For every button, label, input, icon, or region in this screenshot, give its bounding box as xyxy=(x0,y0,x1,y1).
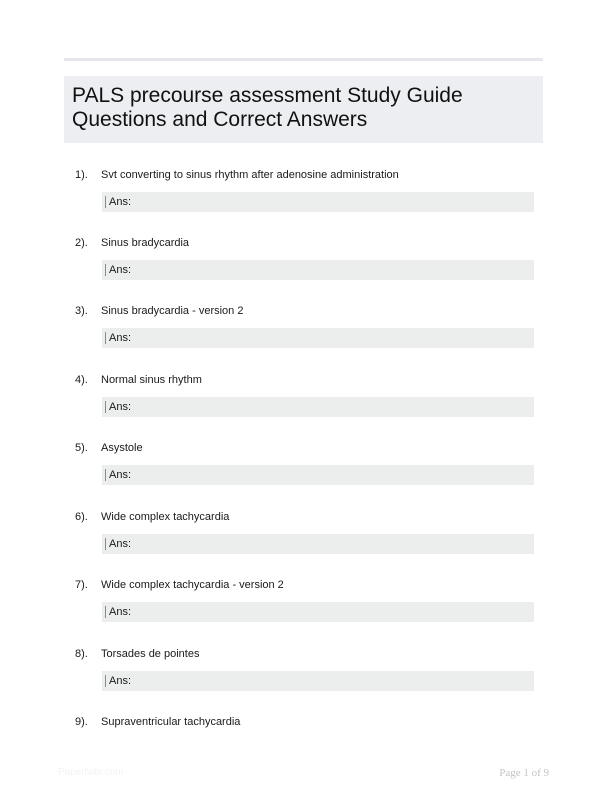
answer-label: Ans: xyxy=(109,606,132,618)
question-text: Sinus bradycardia xyxy=(101,237,190,249)
answer-marker xyxy=(105,196,106,208)
answer-marker xyxy=(105,675,106,687)
question-text: Wide complex tachycardia - version 2 xyxy=(101,579,284,591)
answer-field[interactable] xyxy=(102,328,534,348)
answer-marker xyxy=(105,401,106,413)
question-text: Sinus bradycardia - version 2 xyxy=(101,305,244,317)
answer-label: Ans: xyxy=(109,264,132,276)
title-block xyxy=(64,76,543,143)
question-number: 1). xyxy=(75,169,88,181)
answer-field[interactable] xyxy=(102,397,534,417)
answer-marker xyxy=(105,538,106,550)
question-number: 2). xyxy=(75,237,88,249)
answer-marker xyxy=(105,469,106,481)
question-number: 7). xyxy=(75,579,88,591)
top-divider xyxy=(64,58,543,61)
question-number: 6). xyxy=(75,511,88,523)
question-number: 9). xyxy=(75,716,88,728)
answer-field[interactable] xyxy=(102,465,534,485)
question-text: Normal sinus rhythm xyxy=(101,374,202,386)
question-number: 8). xyxy=(75,648,88,660)
question-text: Torsades de pointes xyxy=(101,648,200,660)
question-text: Supraventricular tachycardia xyxy=(101,716,241,728)
question-text: Wide complex tachycardia xyxy=(101,511,230,523)
answer-marker xyxy=(105,264,106,276)
answer-field[interactable] xyxy=(102,602,534,622)
question-text: Asystole xyxy=(101,442,143,454)
answer-label: Ans: xyxy=(109,332,132,344)
answer-marker xyxy=(105,332,106,344)
answer-field[interactable] xyxy=(102,260,534,280)
answer-label: Ans: xyxy=(109,538,132,550)
answer-label: Ans: xyxy=(109,675,132,687)
answer-label: Ans: xyxy=(109,469,132,481)
footer-watermark: PaperNibi.com xyxy=(58,767,124,778)
question-number: 4). xyxy=(75,374,88,386)
answer-label: Ans: xyxy=(109,401,132,413)
question-text: Svt converting to sinus rhythm after adenosine administration xyxy=(101,169,399,181)
document-title: PALS precourse assessment Study Guide Questions and Correct Answers xyxy=(72,84,463,131)
answer-label: Ans: xyxy=(109,196,132,208)
answer-field[interactable] xyxy=(102,671,534,691)
answer-field[interactable] xyxy=(102,534,534,554)
question-number: 3). xyxy=(75,305,88,317)
question-number: 5). xyxy=(75,442,88,454)
page-indicator: Page 1 of 9 xyxy=(499,767,549,779)
answer-marker xyxy=(105,606,106,618)
answer-field[interactable] xyxy=(102,192,534,212)
